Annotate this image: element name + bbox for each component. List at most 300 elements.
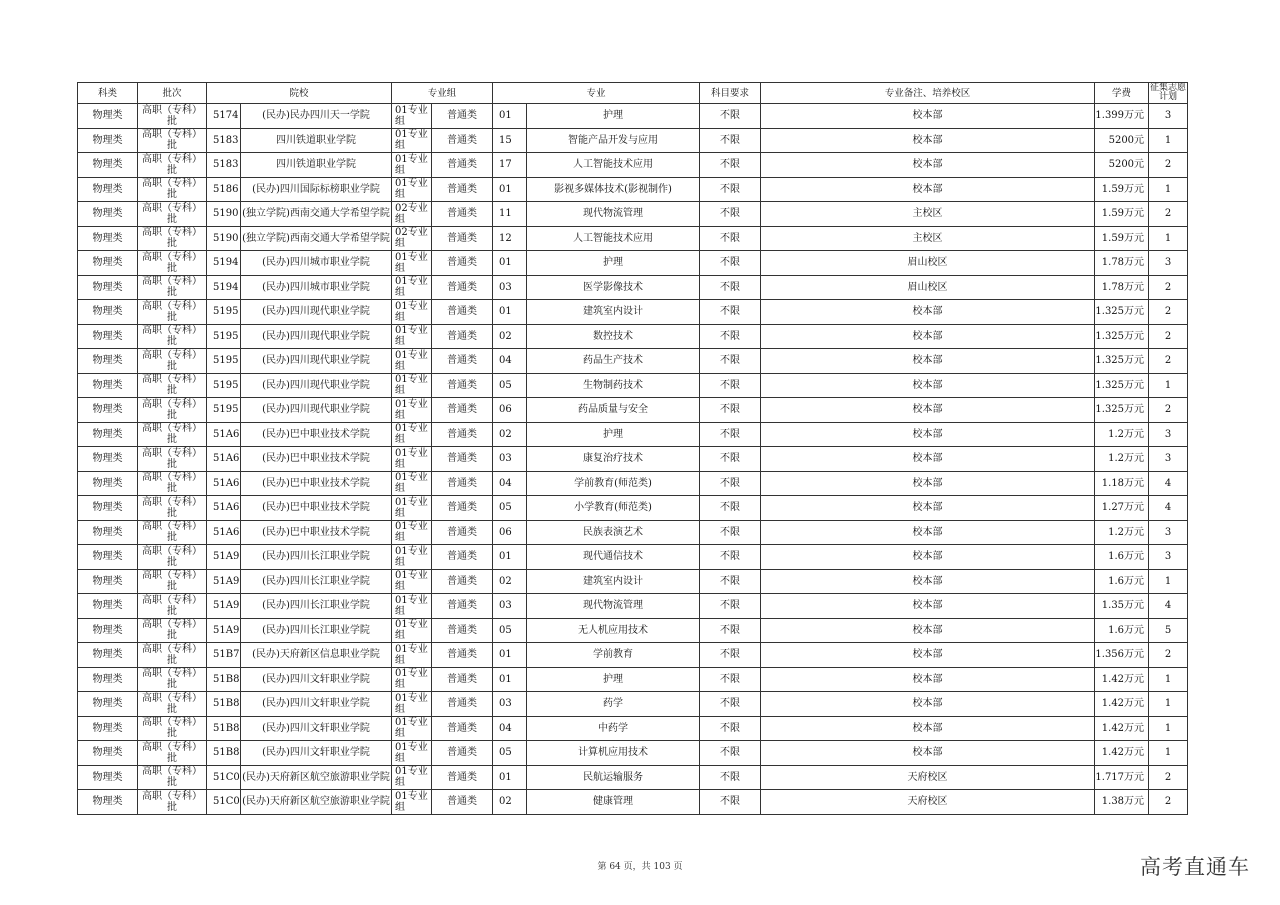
cell-campus: 主校区: [761, 202, 1095, 227]
cell-major-code: 06: [493, 520, 527, 545]
cell-major-code: 05: [493, 618, 527, 643]
cell-subject-requirement: 不限: [700, 496, 761, 521]
cell-campus: 校本部: [761, 128, 1095, 153]
table-row: [78, 104, 1188, 129]
cell-major: 计算机应用技术: [527, 741, 700, 766]
cell-major-code: 01: [493, 177, 527, 202]
cell-campus: 校本部: [761, 177, 1095, 202]
table-row: [78, 422, 1188, 447]
cell-subject-requirement: 不限: [700, 569, 761, 594]
cell-campus: 校本部: [761, 520, 1095, 545]
cell-subject-requirement: 不限: [700, 447, 761, 472]
cell-tuition: 1.38万元: [1095, 790, 1149, 815]
cell-group: 01专业组: [392, 667, 432, 692]
cell-major: 生物制药技术: [527, 373, 700, 398]
cell-subject-requirement: 不限: [700, 618, 761, 643]
table-row: [78, 496, 1188, 521]
cell-group: 01专业组: [392, 741, 432, 766]
cell-batch: 高职（专科）批: [138, 643, 207, 668]
cell-tuition: 1.59万元: [1095, 202, 1149, 227]
cell-category: 物理类: [78, 447, 138, 472]
cell-plan: 3: [1149, 545, 1188, 570]
cell-tuition: 1.717万元: [1095, 765, 1149, 790]
cell-subject-requirement: 不限: [700, 667, 761, 692]
table-row: [78, 398, 1188, 423]
cell-group: 01专业组: [392, 618, 432, 643]
cell-category: 物理类: [78, 300, 138, 325]
cell-tuition: 1.2万元: [1095, 422, 1149, 447]
cell-school: (民办)巴中职业技术学院: [241, 496, 392, 521]
cell-school-code: 51A9: [207, 594, 241, 619]
cell-batch: 高职（专科）批: [138, 496, 207, 521]
cell-campus: 校本部: [761, 618, 1095, 643]
table-row: [78, 226, 1188, 251]
cell-group: 01专业组: [392, 349, 432, 374]
cell-school-code: 51B8: [207, 716, 241, 741]
cell-school: (民办)四川现代职业学院: [241, 373, 392, 398]
cell-school-code: 5183: [207, 153, 241, 178]
cell-batch: 高职（专科）批: [138, 398, 207, 423]
cell-school: (民办)天府新区航空旅游职业学院: [241, 765, 392, 790]
cell-school-code: 5195: [207, 398, 241, 423]
cell-category: 物理类: [78, 692, 138, 717]
cell-subject-requirement: 不限: [700, 153, 761, 178]
cell-school: 四川铁道职业学院: [241, 128, 392, 153]
cell-group: 01专业组: [392, 104, 432, 129]
cell-campus: 眉山校区: [761, 275, 1095, 300]
cell-subject-requirement: 不限: [700, 104, 761, 129]
cell-category: 物理类: [78, 398, 138, 423]
cell-campus: 校本部: [761, 569, 1095, 594]
cell-school-code: 51A9: [207, 618, 241, 643]
cell-batch: 高职（专科）批: [138, 300, 207, 325]
cell-plan: 3: [1149, 251, 1188, 276]
cell-school-code: 5195: [207, 373, 241, 398]
cell-major-code: 11: [493, 202, 527, 227]
cell-subject-requirement: 不限: [700, 373, 761, 398]
cell-school: (民办)天府新区信息职业学院: [241, 643, 392, 668]
table-row: [78, 643, 1188, 668]
cell-major-code: 03: [493, 447, 527, 472]
cell-batch: 高职（专科）批: [138, 128, 207, 153]
cell-school-code: 5183: [207, 128, 241, 153]
cell-subject-requirement: 不限: [700, 275, 761, 300]
cell-school: (民办)四川文轩职业学院: [241, 667, 392, 692]
cell-group: 02专业组: [392, 202, 432, 227]
cell-major: 小学教育(师范类): [527, 496, 700, 521]
cell-group: 01专业组: [392, 545, 432, 570]
cell-school-code: 5186: [207, 177, 241, 202]
cell-major: 民族表演艺术: [527, 520, 700, 545]
cell-major: 学前教育: [527, 643, 700, 668]
cell-tuition: 1.42万元: [1095, 741, 1149, 766]
cell-campus: 校本部: [761, 692, 1095, 717]
cell-plan: 3: [1149, 104, 1188, 129]
cell-tuition: 1.78万元: [1095, 275, 1149, 300]
cell-major-code: 03: [493, 275, 527, 300]
admissions-table: [77, 82, 1188, 815]
cell-major: 建筑室内设计: [527, 569, 700, 594]
cell-batch: 高职（专科）批: [138, 569, 207, 594]
cell-major-code: 05: [493, 741, 527, 766]
table-row: [78, 471, 1188, 496]
cell-major: 药品质量与安全: [527, 398, 700, 423]
cell-tuition: 1.78万元: [1095, 251, 1149, 276]
cell-batch: 高职（专科）批: [138, 520, 207, 545]
cell-type: 普通类: [432, 300, 493, 325]
cell-tuition: 1.325万元: [1095, 300, 1149, 325]
cell-plan: 1: [1149, 373, 1188, 398]
cell-major-code: 01: [493, 765, 527, 790]
cell-plan: 1: [1149, 128, 1188, 153]
cell-major: 药学: [527, 692, 700, 717]
cell-batch: 高职（专科）批: [138, 447, 207, 472]
cell-campus: 校本部: [761, 716, 1095, 741]
cell-type: 普通类: [432, 741, 493, 766]
cell-batch: 高职（专科）批: [138, 618, 207, 643]
cell-school-code: 5174: [207, 104, 241, 129]
table-row: [78, 447, 1188, 472]
table-row: [78, 716, 1188, 741]
cell-tuition: 1.325万元: [1095, 349, 1149, 374]
cell-subject-requirement: 不限: [700, 300, 761, 325]
cell-campus: 校本部: [761, 422, 1095, 447]
cell-major-code: 01: [493, 545, 527, 570]
cell-batch: 高职（专科）批: [138, 594, 207, 619]
cell-category: 物理类: [78, 128, 138, 153]
cell-school: (民办)四川现代职业学院: [241, 300, 392, 325]
cell-school-code: 51A9: [207, 569, 241, 594]
table-row: [78, 692, 1188, 717]
cell-category: 物理类: [78, 153, 138, 178]
cell-school: (民办)巴中职业技术学院: [241, 520, 392, 545]
cell-school: 四川铁道职业学院: [241, 153, 392, 178]
cell-campus: 校本部: [761, 594, 1095, 619]
cell-subject-requirement: 不限: [700, 422, 761, 447]
cell-school-code: 5195: [207, 300, 241, 325]
cell-tuition: 1.6万元: [1095, 618, 1149, 643]
cell-type: 普通类: [432, 667, 493, 692]
cell-major-code: 05: [493, 496, 527, 521]
table-row: [78, 275, 1188, 300]
cell-tuition: 1.42万元: [1095, 716, 1149, 741]
cell-group: 01专业组: [392, 520, 432, 545]
cell-category: 物理类: [78, 496, 138, 521]
cell-tuition: 5200元: [1095, 128, 1149, 153]
cell-category: 物理类: [78, 324, 138, 349]
cell-subject-requirement: 不限: [700, 177, 761, 202]
cell-major: 建筑室内设计: [527, 300, 700, 325]
cell-group: 01专业组: [392, 128, 432, 153]
cell-plan: 2: [1149, 643, 1188, 668]
cell-tuition: 1.35万元: [1095, 594, 1149, 619]
cell-type: 普通类: [432, 373, 493, 398]
cell-campus: 校本部: [761, 667, 1095, 692]
cell-type: 普通类: [432, 765, 493, 790]
cell-plan: 1: [1149, 716, 1188, 741]
cell-batch: 高职（专科）批: [138, 153, 207, 178]
cell-plan: 1: [1149, 741, 1188, 766]
cell-school: (民办)四川长江职业学院: [241, 594, 392, 619]
cell-school-code: 5194: [207, 275, 241, 300]
cell-subject-requirement: 不限: [700, 520, 761, 545]
cell-campus: 天府校区: [761, 790, 1095, 815]
cell-plan: 2: [1149, 202, 1188, 227]
table-row: [78, 373, 1188, 398]
cell-major: 健康管理: [527, 790, 700, 815]
cell-major: 康复治疗技术: [527, 447, 700, 472]
cell-school: (民办)四川现代职业学院: [241, 398, 392, 423]
cell-major-code: 04: [493, 471, 527, 496]
cell-batch: 高职（专科）批: [138, 202, 207, 227]
cell-school: (民办)民办四川天一学院: [241, 104, 392, 129]
cell-major: 医学影像技术: [527, 275, 700, 300]
cell-category: 物理类: [78, 545, 138, 570]
cell-type: 普通类: [432, 643, 493, 668]
cell-plan: 2: [1149, 349, 1188, 374]
cell-group: 01专业组: [392, 569, 432, 594]
cell-major: 人工智能技术应用: [527, 226, 700, 251]
table-row: [78, 667, 1188, 692]
cell-tuition: 1.6万元: [1095, 545, 1149, 570]
cell-tuition: 1.27万元: [1095, 496, 1149, 521]
cell-school-code: 51C0: [207, 790, 241, 815]
cell-plan: 3: [1149, 447, 1188, 472]
cell-major: 护理: [527, 251, 700, 276]
cell-group: 01专业组: [392, 765, 432, 790]
cell-school-code: 51A6: [207, 471, 241, 496]
cell-group: 01专业组: [392, 251, 432, 276]
page-number: 第 64 页，共 103 页: [597, 862, 683, 872]
cell-plan: 2: [1149, 398, 1188, 423]
cell-tuition: 5200元: [1095, 153, 1149, 178]
cell-batch: 高职（专科）批: [138, 324, 207, 349]
cell-school: (民办)四川长江职业学院: [241, 618, 392, 643]
cell-school: (民办)四川文轩职业学院: [241, 692, 392, 717]
table-row: [78, 741, 1188, 766]
cell-major: 现代物流管理: [527, 594, 700, 619]
cell-school: (民办)巴中职业技术学院: [241, 422, 392, 447]
cell-school: (民办)巴中职业技术学院: [241, 471, 392, 496]
cell-type: 普通类: [432, 177, 493, 202]
header-tuition: 学费: [1095, 83, 1149, 104]
cell-type: 普通类: [432, 349, 493, 374]
cell-type: 普通类: [432, 422, 493, 447]
cell-tuition: 1.18万元: [1095, 471, 1149, 496]
table-row: [78, 545, 1188, 570]
cell-school: (民办)四川现代职业学院: [241, 349, 392, 374]
table-row: [78, 202, 1188, 227]
header-remarks-campus: 专业备注、培养校区: [761, 83, 1095, 104]
cell-major-code: 02: [493, 422, 527, 447]
header-school: 院校: [207, 83, 392, 104]
header-major: 专业: [493, 83, 700, 104]
cell-school-code: 51A6: [207, 496, 241, 521]
cell-plan: 3: [1149, 422, 1188, 447]
header-category: 科类: [78, 83, 138, 104]
cell-group: 01专业组: [392, 790, 432, 815]
cell-plan: 2: [1149, 275, 1188, 300]
cell-group: 01专业组: [392, 373, 432, 398]
cell-group: 01专业组: [392, 471, 432, 496]
cell-school: (民办)巴中职业技术学院: [241, 447, 392, 472]
cell-school-code: 5194: [207, 251, 241, 276]
cell-type: 普通类: [432, 153, 493, 178]
cell-school: (民办)四川长江职业学院: [241, 569, 392, 594]
cell-plan: 4: [1149, 471, 1188, 496]
cell-school-code: 51C0: [207, 765, 241, 790]
cell-major-code: 02: [493, 569, 527, 594]
table-row: [78, 251, 1188, 276]
cell-group: 02专业组: [392, 226, 432, 251]
cell-school-code: 5195: [207, 324, 241, 349]
cell-campus: 天府校区: [761, 765, 1095, 790]
cell-type: 普通类: [432, 545, 493, 570]
watermark-logo: 高考直通车: [1140, 855, 1250, 879]
cell-subject-requirement: 不限: [700, 471, 761, 496]
cell-category: 物理类: [78, 202, 138, 227]
cell-school-code: 51A9: [207, 545, 241, 570]
cell-subject-requirement: 不限: [700, 716, 761, 741]
cell-category: 物理类: [78, 643, 138, 668]
cell-batch: 高职（专科）批: [138, 251, 207, 276]
cell-school: (民办)四川城市职业学院: [241, 251, 392, 276]
cell-school-code: 5190: [207, 202, 241, 227]
cell-category: 物理类: [78, 104, 138, 129]
cell-group: 01专业组: [392, 153, 432, 178]
cell-type: 普通类: [432, 202, 493, 227]
cell-category: 物理类: [78, 349, 138, 374]
cell-plan: 1: [1149, 667, 1188, 692]
cell-subject-requirement: 不限: [700, 398, 761, 423]
cell-school-code: 51B8: [207, 667, 241, 692]
cell-tuition: 1.59万元: [1095, 226, 1149, 251]
cell-campus: 校本部: [761, 349, 1095, 374]
cell-major-code: 01: [493, 251, 527, 276]
cell-type: 普通类: [432, 520, 493, 545]
cell-major-code: 01: [493, 643, 527, 668]
table-row: [78, 153, 1188, 178]
table-row: [78, 569, 1188, 594]
cell-major-code: 02: [493, 790, 527, 815]
cell-campus: 校本部: [761, 373, 1095, 398]
cell-category: 物理类: [78, 594, 138, 619]
cell-major: 学前教育(师范类): [527, 471, 700, 496]
cell-group: 01专业组: [392, 300, 432, 325]
cell-category: 物理类: [78, 251, 138, 276]
cell-group: 01专业组: [392, 594, 432, 619]
cell-subject-requirement: 不限: [700, 765, 761, 790]
cell-batch: 高职（专科）批: [138, 104, 207, 129]
cell-school-code: 51A6: [207, 422, 241, 447]
cell-category: 物理类: [78, 226, 138, 251]
cell-major-code: 12: [493, 226, 527, 251]
cell-group: 01专业组: [392, 496, 432, 521]
cell-batch: 高职（专科）批: [138, 422, 207, 447]
cell-batch: 高职（专科）批: [138, 765, 207, 790]
cell-major-code: 17: [493, 153, 527, 178]
cell-batch: 高职（专科）批: [138, 545, 207, 570]
table-row: [78, 349, 1188, 374]
cell-school-code: 51A6: [207, 447, 241, 472]
cell-major-code: 01: [493, 300, 527, 325]
cell-major: 药品生产技术: [527, 349, 700, 374]
cell-major-code: 06: [493, 398, 527, 423]
cell-campus: 校本部: [761, 398, 1095, 423]
cell-plan: 4: [1149, 594, 1188, 619]
cell-tuition: 1.42万元: [1095, 692, 1149, 717]
cell-batch: 高职（专科）批: [138, 226, 207, 251]
cell-major: 无人机应用技术: [527, 618, 700, 643]
cell-subject-requirement: 不限: [700, 741, 761, 766]
cell-batch: 高职（专科）批: [138, 667, 207, 692]
cell-group: 01专业组: [392, 324, 432, 349]
cell-school: (民办)四川长江职业学院: [241, 545, 392, 570]
cell-school: (民办)天府新区航空旅游职业学院: [241, 790, 392, 815]
cell-major-code: 05: [493, 373, 527, 398]
cell-plan: 2: [1149, 153, 1188, 178]
table-row: [78, 618, 1188, 643]
cell-type: 普通类: [432, 226, 493, 251]
cell-subject-requirement: 不限: [700, 202, 761, 227]
cell-subject-requirement: 不限: [700, 643, 761, 668]
cell-category: 物理类: [78, 569, 138, 594]
cell-category: 物理类: [78, 765, 138, 790]
cell-tuition: 1.325万元: [1095, 324, 1149, 349]
table-row: [78, 765, 1188, 790]
cell-major-code: 04: [493, 349, 527, 374]
cell-type: 普通类: [432, 618, 493, 643]
cell-school: (民办)四川现代职业学院: [241, 324, 392, 349]
table-row: [78, 520, 1188, 545]
cell-major: 护理: [527, 422, 700, 447]
cell-type: 普通类: [432, 594, 493, 619]
cell-campus: 校本部: [761, 104, 1095, 129]
cell-tuition: 1.399万元: [1095, 104, 1149, 129]
cell-school-code: 5195: [207, 349, 241, 374]
cell-category: 物理类: [78, 741, 138, 766]
cell-batch: 高职（专科）批: [138, 716, 207, 741]
cell-subject-requirement: 不限: [700, 226, 761, 251]
cell-type: 普通类: [432, 104, 493, 129]
cell-batch: 高职（专科）批: [138, 741, 207, 766]
cell-plan: 1: [1149, 177, 1188, 202]
cell-school-code: 51B7: [207, 643, 241, 668]
cell-subject-requirement: 不限: [700, 790, 761, 815]
cell-major-code: 01: [493, 667, 527, 692]
cell-group: 01专业组: [392, 447, 432, 472]
cell-type: 普通类: [432, 790, 493, 815]
cell-campus: 校本部: [761, 471, 1095, 496]
cell-group: 01专业组: [392, 398, 432, 423]
cell-subject-requirement: 不限: [700, 349, 761, 374]
cell-school: (民办)四川国际标榜职业学院: [241, 177, 392, 202]
cell-category: 物理类: [78, 373, 138, 398]
cell-major-code: 01: [493, 104, 527, 129]
cell-school: (民办)四川文轩职业学院: [241, 741, 392, 766]
cell-category: 物理类: [78, 275, 138, 300]
header-subject-requirement: 科目要求: [700, 83, 761, 104]
cell-campus: 校本部: [761, 741, 1095, 766]
cell-plan: 2: [1149, 765, 1188, 790]
cell-category: 物理类: [78, 471, 138, 496]
cell-tuition: 1.356万元: [1095, 643, 1149, 668]
header-group: 专业组: [392, 83, 493, 104]
cell-school-code: 5190: [207, 226, 241, 251]
cell-major: 人工智能技术应用: [527, 153, 700, 178]
cell-major-code: 03: [493, 594, 527, 619]
cell-category: 物理类: [78, 520, 138, 545]
